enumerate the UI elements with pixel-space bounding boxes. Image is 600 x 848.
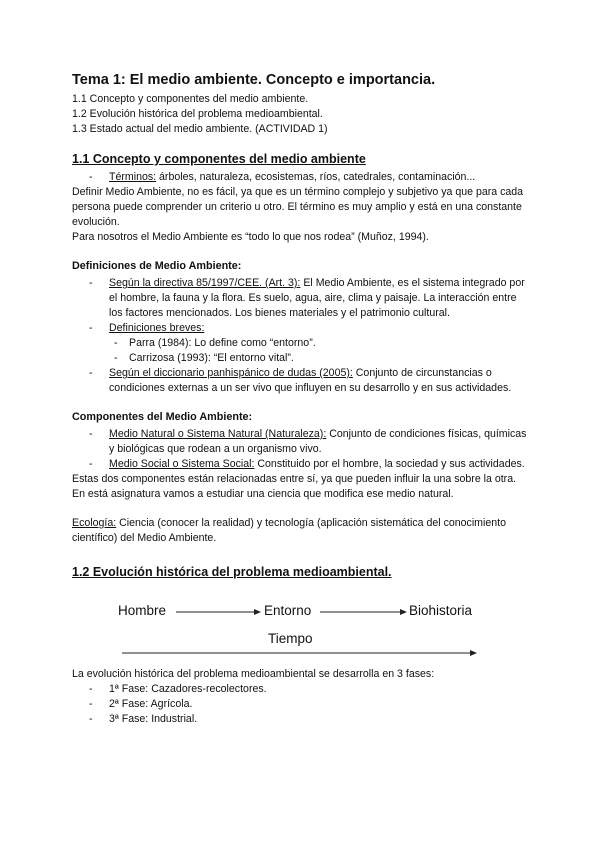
components-heading: Componentes del Medio Ambiente: [72, 411, 253, 423]
arrowhead [470, 650, 477, 656]
phase-text: 2ª Fase: Agrícola. [109, 698, 193, 710]
list-item: - Medio Natural o Sistema Natural (Naturaleza): Conjunto de condiciones físicas, químicas y biológicas que rodean a un organismo vivo. [89, 428, 527, 455]
paragraph: Definir Medio Ambiente, no es fácil, ya que es un término complejo y subjetivo ya que para cada persona puede comprender un criterio u otro. El término es muy amplio y está en una constante evolución. [72, 186, 524, 228]
diagram-label-entorno: Entorno [264, 603, 312, 618]
index-line-1: 1.1 Concepto y componentes del medio ambiente. [72, 93, 309, 105]
paragraph: Estas dos componentes están relacionadas entre sí, ya que pueden influir la una sobre la otra. [72, 473, 517, 485]
phases-list [72, 682, 532, 727]
ecology-definition [72, 516, 532, 546]
component-label: Medio Natural o Sistema Natural (Naturaleza): [109, 428, 327, 440]
list-item: - Medio Social o Sistema Social: Constituido por el hombre, la sociedad y sus actividades. [89, 458, 525, 470]
list-item: - 2ª Fase: Agrícola. [89, 698, 193, 710]
terms-label: Términos: [109, 171, 157, 183]
index-line-3: 1.3 Estado actual del medio ambiente. (ACTIVIDAD 1) [72, 123, 328, 135]
page-title: Tema 1: El medio ambiente. Concepto e importancia. [72, 72, 436, 88]
paragraph: En está asignatura vamos a estudiar una ciencia que modifica ese medio natural. [72, 488, 454, 500]
arrowhead [254, 609, 261, 615]
components-list [72, 427, 532, 472]
definitions-heading: Definiciones de Medio Ambiente: [72, 260, 242, 272]
diagram-label-tiempo: Tiempo [268, 631, 313, 646]
definition-sub-text: Parra (1984): Lo define como “entorno”. [129, 337, 316, 349]
definition-sub-text: Carrizosa (1993): “El entorno vital”. [129, 352, 294, 364]
section-1-heading: 1.1 Concepto y componentes del medio ambiente [72, 152, 366, 166]
document-page [72, 70, 532, 727]
list-item: - Definiciones breves: [89, 322, 205, 334]
arrowhead [400, 609, 407, 615]
terms-text: árboles, naturaleza, ecosistemas, ríos, catedrales, contaminación... [156, 171, 476, 183]
component-label: Medio Social o Sistema Social: [109, 458, 255, 470]
definition-label: Según la directiva 85/1997/CEE. (Art. 3): [109, 277, 301, 289]
list-item: - Términos: árboles, naturaleza, ecosistemas, ríos, catedrales, contaminación... [89, 171, 476, 183]
paragraph: Para nosotros el Medio Ambiente es “todo lo que nos rodea” (Muñoz, 1994). [72, 231, 429, 243]
list-subitem: - Carrizosa (1993): “El entorno vital”. [114, 352, 294, 364]
diagram-label-biohistoria: Biohistoria [409, 603, 473, 618]
terms-list [72, 170, 532, 185]
ecology-label: Ecología: [72, 517, 117, 529]
phase-text: 1ª Fase: Cazadores-recolectores. [109, 683, 267, 695]
list-item: - 3ª Fase: Industrial. [89, 713, 198, 725]
definition-text: El Medio Ambiente, es el sistema integrado por el hombre, la fauna y la flora. Es suelo, agua, aire, clima y paisaje. La interacción entre los factores mencionados. Los bienes materiales y el patrimonio cultural. [109, 277, 525, 319]
list-item: - 1ª Fase: Cazadores-recolectores. [89, 683, 267, 695]
section-2-heading: 1.2 Evolución histórica del problema medioambiental. [72, 565, 392, 579]
phase-text: 3ª Fase: Industrial. [109, 713, 198, 725]
diagram-label-hombre: Hombre [118, 603, 167, 618]
component-text: Conjunto de condiciones físicas, químicas y biológicas que rodean a un organismo vivo. [109, 428, 527, 455]
index-line-2: 1.2 Evolución histórica del problema medioambiental. [72, 108, 323, 120]
list-subitem: - Parra (1984): Lo define como “entorno”. [114, 337, 316, 349]
component-text: Constituido por el hombre, la sociedad y sus actividades. [254, 458, 525, 470]
list-item: - Según el diccionario panhispánico de dudas (2005): Conjunto de circunstancias o condiciones externas a un ser vivo que influyen en su desarrollo y en sus actividades. [89, 367, 512, 394]
definition-label: Definiciones breves: [109, 322, 205, 334]
evolution-diagram [72, 601, 532, 661]
definition-label: Según el diccionario panhispánico de dudas (2005): [109, 367, 353, 379]
definitions-list [72, 276, 532, 396]
list-item: - Según la directiva 85/1997/CEE. (Art. 3): El Medio Ambiente, es el sistema integrado por el hombre, la fauna y la flora. Es suelo, agua, aire, clima y paisaje. La interacción entre los factores mencionados. Los bienes materiales y el patrimonio cultural. [89, 277, 525, 319]
paragraph: La evolución histórica del problema medioambiental se desarrolla en 3 fases: [72, 668, 435, 680]
definition-text: Conjunto de circunstancias o condiciones externas a un ser vivo que influyen en su desarrollo y en sus actividades. [109, 367, 512, 394]
ecology-text: Ciencia (conocer la realidad) y tecnología (aplicación sistemática del conocimiento científico) del Medio Ambiente. [72, 517, 506, 544]
